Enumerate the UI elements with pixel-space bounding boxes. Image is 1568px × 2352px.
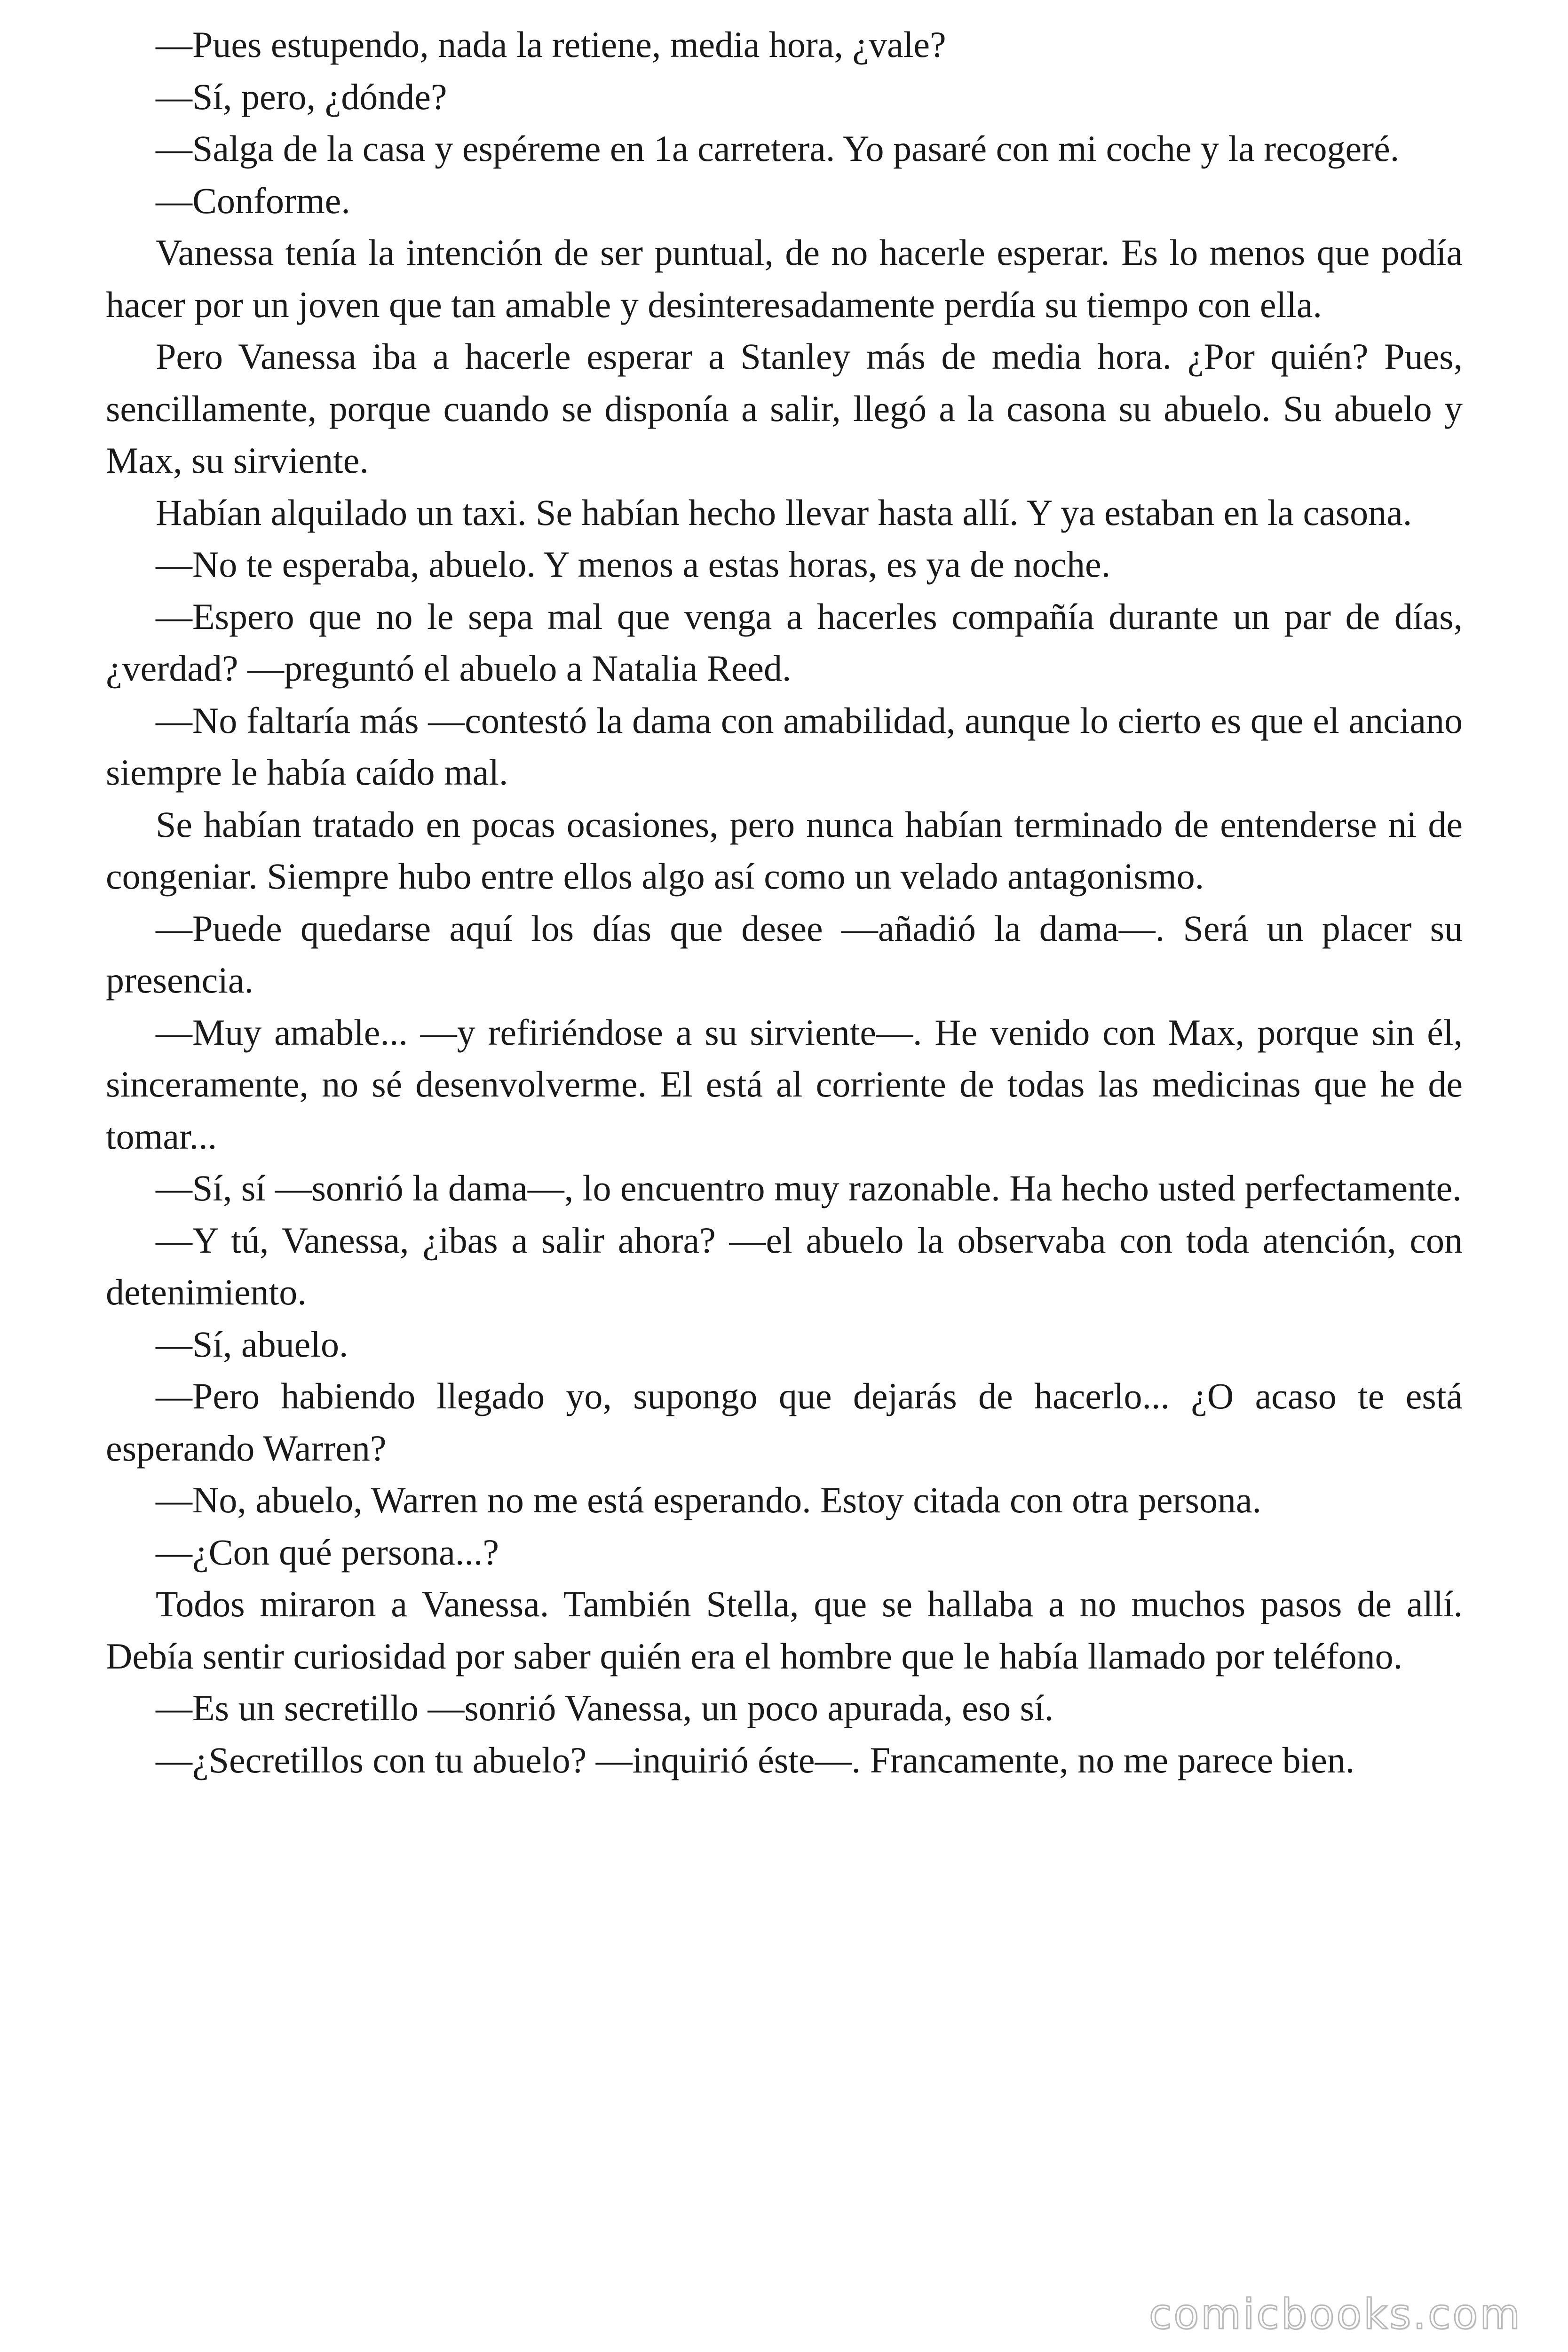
paragraph-19: —¿Con qué persona...? [156, 1531, 499, 1573]
watermark: comicbooks.com [1148, 2290, 1522, 2338]
paragraph-8: —No te esperaba, abuelo. Y menos a estas horas, es ya de noche. [156, 544, 1111, 585]
paragraph-7: Habían alquilado un taxi. Se habían hecho llevar hasta allí. Y ya estaban en la casona. [156, 492, 1412, 533]
book-page [106, 19, 1463, 1786]
paragraph-12: —Puede quedarse aquí los días que desee —añadió la dama—. Será un placer su presencia. [106, 907, 1463, 1001]
paragraph-21: —Es un secretillo —sonrió Vanessa, un poco apurada, eso sí. [156, 1687, 1054, 1728]
paragraph-15: —Y tú, Vanessa, ¿ibas a salir ahora? —el abuelo la observaba con toda atención, con detenimiento. [106, 1219, 1463, 1312]
paragraph-13: —Muy amable... —y refiriéndose a su sirviente—. He venido con Max, porque sin él, sinceramente, no sé desenvolverme. El está al corriente de todas las medicinas que he de tomar... [106, 1011, 1463, 1157]
paragraph-4: —Conforme. [156, 180, 350, 221]
paragraph-16: —Sí, abuelo. [156, 1323, 348, 1365]
paragraph-11: Se habían tratado en pocas ocasiones, pero nunca habían terminado de entenderse ni de congeniar. Siempre hubo entre ellos algo así como un velado antagonismo. [106, 803, 1463, 897]
paragraph-22: —¿Secretillos con tu abuelo? —inquirió éste—. Francamente, no me parece bien. [156, 1739, 1355, 1780]
paragraph-20: Todos miraron a Vanessa. También Stella, que se hallaba a no muchos pasos de allí. Debía sentir curiosidad por saber quién era el hombre que le había llamado por teléfono. [106, 1583, 1463, 1677]
paragraph-1: —Pues estupendo, nada la retiene, media hora, ¿vale? [156, 24, 946, 65]
paragraph-9: —Espero que no le sepa mal que venga a hacerles compañía durante un par de días, ¿verdad? —preguntó el abuelo a Natalia Reed. [106, 596, 1463, 689]
paragraph-18: —No, abuelo, Warren no me está esperando. Estoy citada con otra persona. [156, 1479, 1261, 1520]
paragraph-5: Vanessa tenía la intención de ser puntual, de no hacerle esperar. Es lo menos que podía hacer por un joven que tan amable y desinteresadamente perdía su tiempo con ella. [106, 232, 1463, 325]
paragraph-3: —Salga de la casa y espéreme en 1a carretera. Yo pasaré con mi coche y la recogeré. [156, 128, 1400, 169]
paragraph-10: —No faltaría más —contestó la dama con amabilidad, aunque lo cierto es que el anciano siempre le había caído mal. [106, 699, 1463, 793]
paragraph-14: —Sí, sí —sonrió la dama—, lo encuentro muy razonable. Ha hecho usted perfectamente. [156, 1168, 1462, 1208]
paragraph-2: —Sí, pero, ¿dónde? [156, 76, 447, 117]
paragraph-17: —Pero habiendo llegado yo, supongo que dejarás de hacerlo... ¿O acaso te está esperando Warren? [106, 1375, 1463, 1469]
paragraph-6: Pero Vanessa iba a hacerle esperar a Stanley más de media hora. ¿Por quién? Pues, sencillamente, porque cuando se disponía a salir, llegó a la casona su abuelo. Su abuelo y Max, su sirviente. [106, 336, 1463, 481]
